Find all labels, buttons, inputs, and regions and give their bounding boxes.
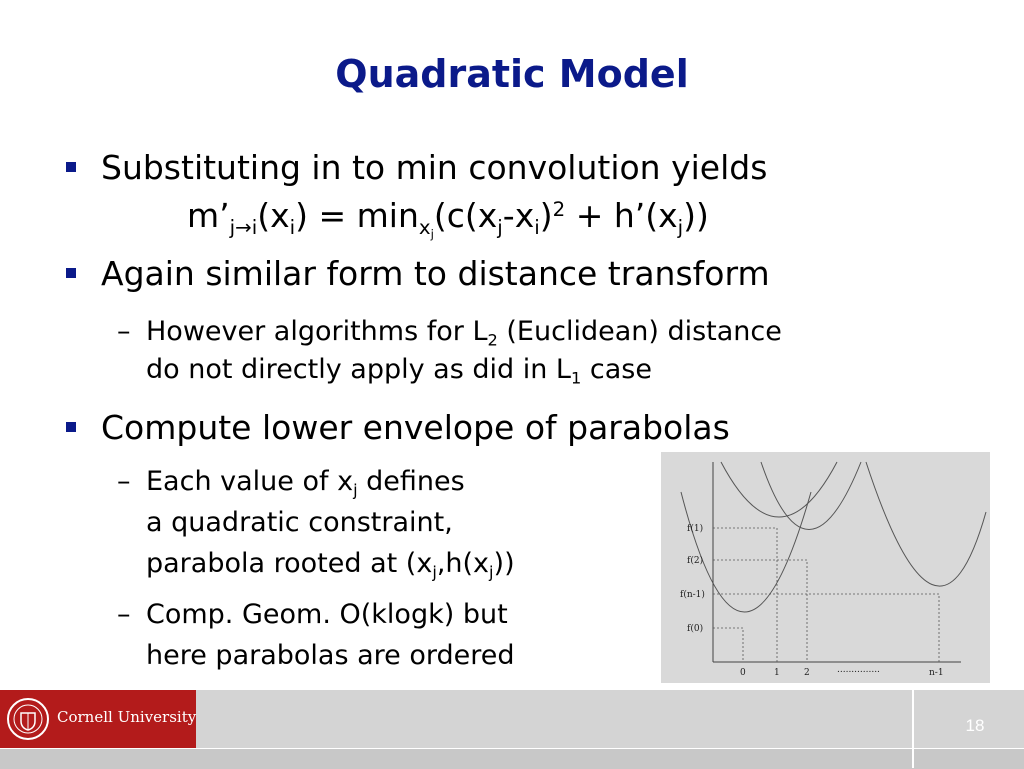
text-sub: j (432, 562, 437, 582)
formula-sub: j (677, 215, 684, 239)
text-sub: 1 (570, 368, 582, 388)
formula-sub: j→i (229, 215, 258, 239)
sub-bullet-text (146, 314, 782, 350)
sub-bullet-text: Comp. Geom. O(klogk) but (146, 599, 508, 630)
x-label: n-1 (929, 668, 944, 678)
sub-bullet-text (146, 352, 652, 388)
text-sub: 2 (487, 330, 498, 350)
parabola-envelope-figure (661, 452, 990, 683)
parabola-1 (721, 462, 837, 517)
text-part: ,h(x (436, 548, 490, 579)
sub-bullet-text: a quadratic constraint, (146, 507, 453, 538)
sub-bullet-dash: – (117, 466, 131, 497)
text-part: However algorithms for L (146, 316, 488, 347)
x-label: 0 (740, 668, 746, 678)
guide-fn-1 (713, 594, 939, 662)
formula-part: ) (539, 196, 553, 235)
text-part: (Euclidean) distance (497, 316, 782, 347)
bullet-text: Again similar form to distance transform (101, 254, 770, 293)
text-sub: j (489, 562, 494, 582)
guide-f2 (713, 560, 807, 662)
bullet-marker (66, 268, 76, 278)
formula-sub: j (497, 215, 503, 239)
page-number: 18 (965, 716, 985, 735)
sub-bullet-dash: – (117, 599, 131, 630)
formula-sub-x: x (418, 215, 431, 239)
sub-bullet-text (146, 546, 515, 582)
formula-part: + h’(x (565, 196, 678, 235)
bullet-text: Substituting in to min convolution yields (101, 148, 768, 187)
formula-part: (x (257, 196, 290, 235)
formula-sub: i (534, 215, 540, 239)
sub-bullet-dash: – (117, 316, 131, 347)
x-label: 1 (774, 668, 780, 678)
text-part: case (581, 354, 652, 385)
y-label: f(1) (687, 524, 704, 534)
formula-part: )) (683, 196, 709, 235)
x-label: 2 (804, 668, 810, 678)
formula-sub: i (289, 215, 296, 239)
footer-divider (912, 690, 914, 768)
y-label: f(0) (687, 624, 704, 634)
y-label: f(n-1) (680, 590, 705, 600)
formula-line (187, 196, 709, 242)
bullet-marker (66, 162, 76, 172)
bullet-marker (66, 422, 76, 432)
text-part: do not directly apply as did in L (146, 354, 571, 385)
text-sub: j (353, 480, 358, 500)
text-part: defines (357, 466, 465, 497)
formula-part: (c(x (433, 196, 498, 235)
parabola-diagram (661, 452, 990, 683)
text-part: )) (493, 548, 515, 579)
parabola-2 (761, 462, 861, 530)
formula-sub (418, 215, 434, 242)
formula-part: ) = min (295, 196, 419, 235)
footer-brand-text: Cornell University (57, 708, 197, 726)
parabola-n-1 (866, 462, 986, 586)
cornell-seal-icon (6, 697, 50, 741)
slide-title: Quadratic Model (335, 52, 689, 96)
footer-bottom-strip (0, 748, 1024, 769)
formula-subsub: j (430, 227, 434, 242)
sub-bullet-text (146, 464, 465, 500)
formula-sup: 2 (552, 198, 566, 222)
formula-part: m’ (187, 196, 230, 235)
sub-bullet-text: here parabolas are ordered (146, 640, 515, 671)
text-part: Each value of x (146, 466, 354, 497)
guide-f0 (713, 628, 743, 662)
guide-f1 (713, 528, 777, 662)
bullet-text: Compute lower envelope of parabolas (101, 408, 730, 447)
formula-part: -x (502, 196, 535, 235)
x-dots: ............... (837, 665, 880, 675)
text-part: parabola rooted at (x (146, 548, 433, 579)
y-label: f(2) (687, 556, 704, 566)
